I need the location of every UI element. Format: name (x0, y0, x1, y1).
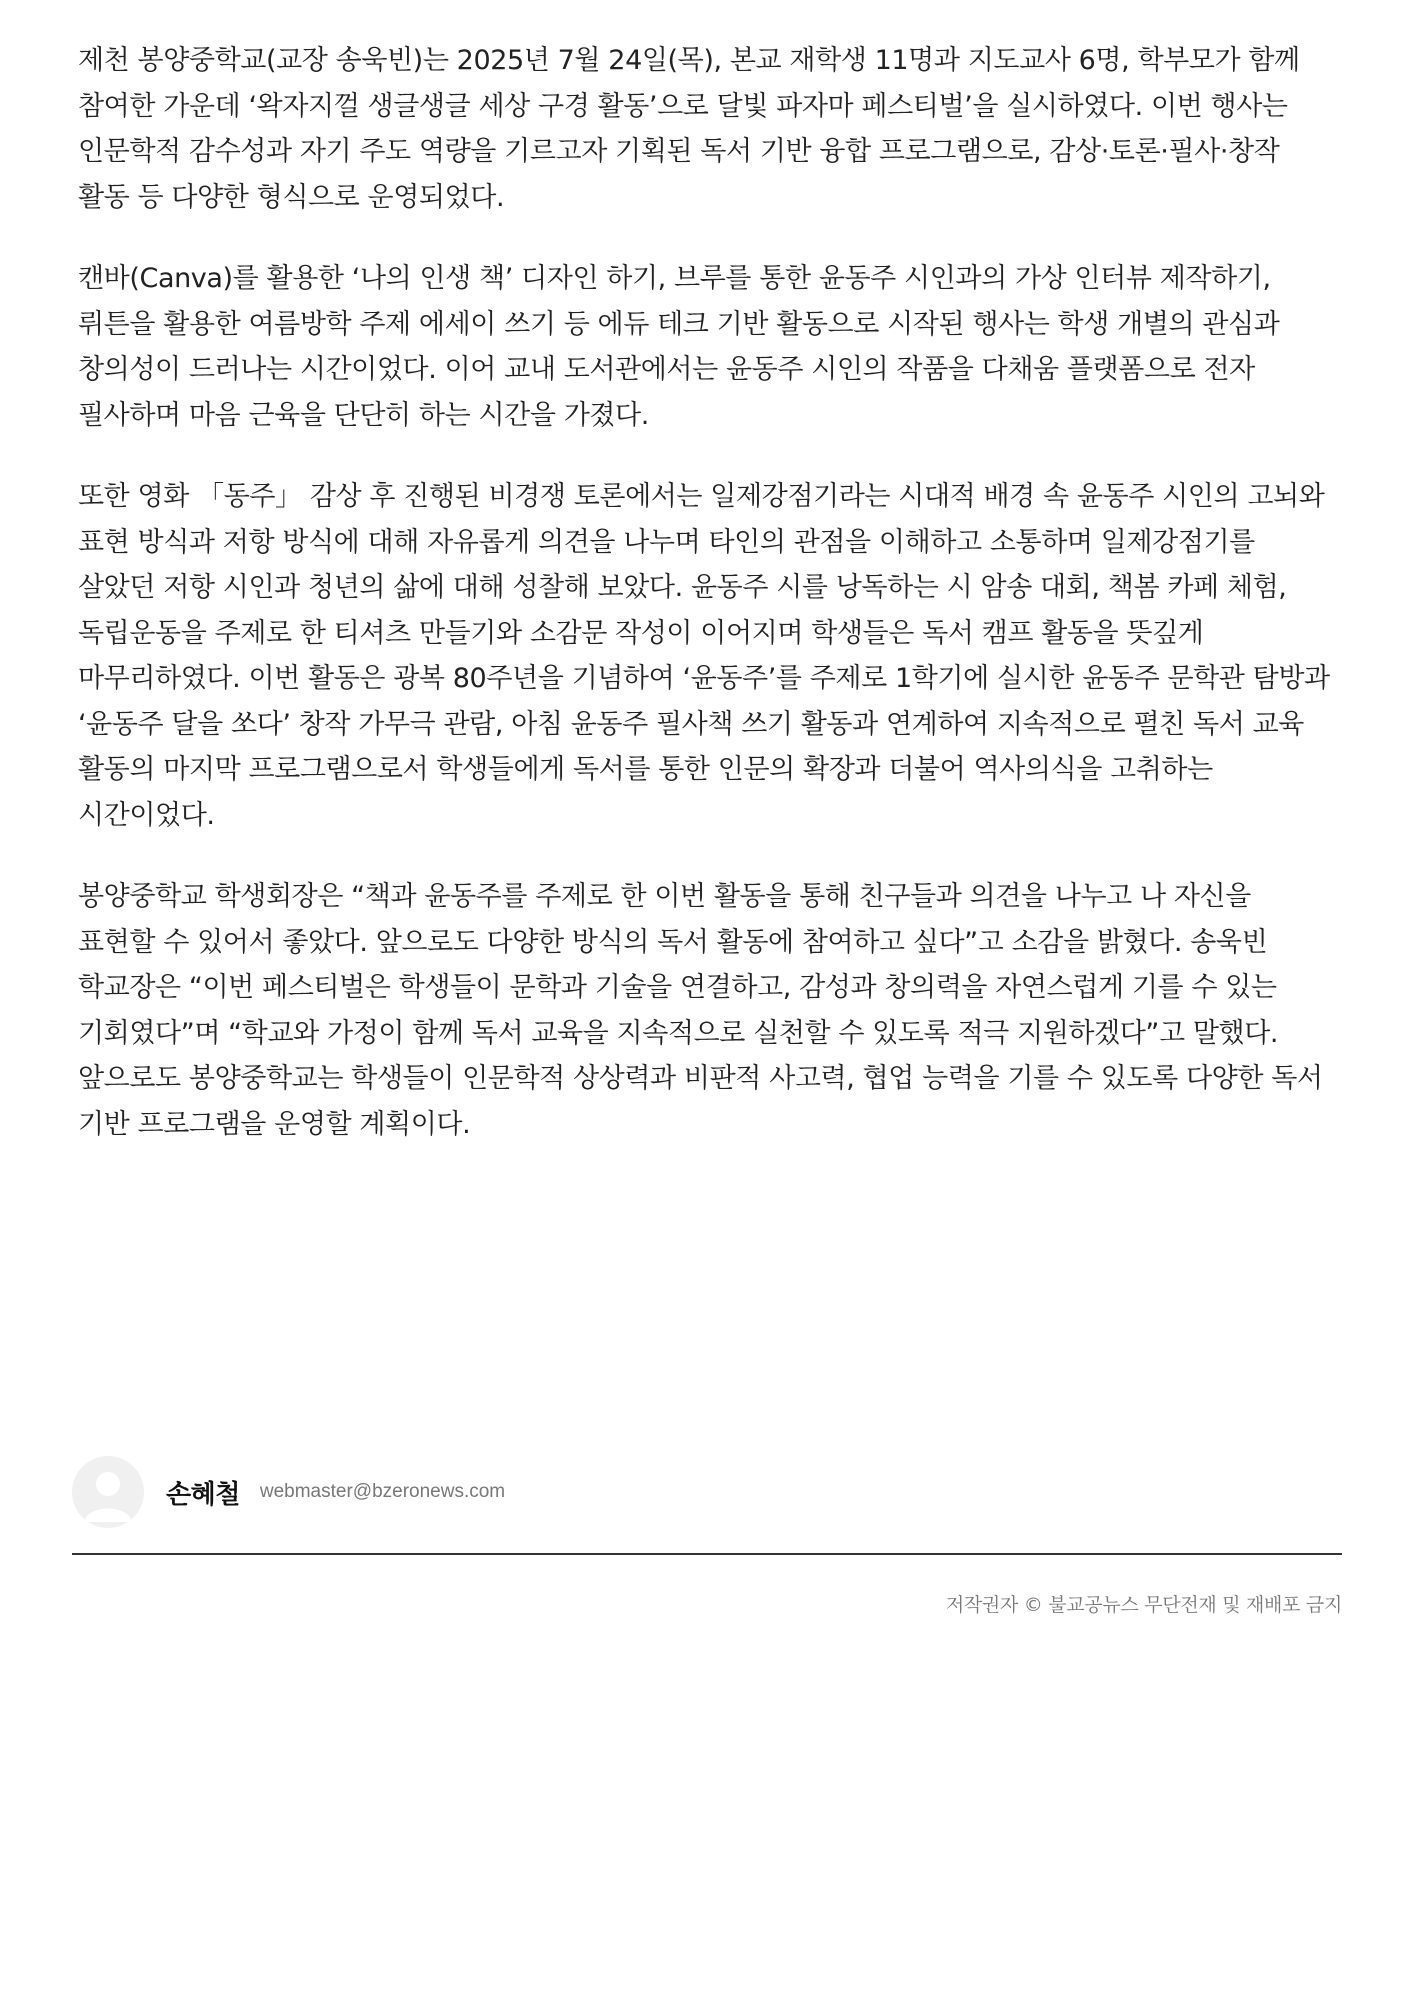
author-box (72, 1452, 1342, 1532)
article-paragraph-4: 봉양중학교 학생회장은 “책과 윤동주를 주제로 한 이번 활동을 통해 친구들과 의견을 나누고 나 자신을 표현할 수 있어서 좋았다. 앞으로도 다양한 방식의 독서 활동에 참여하고 싶다”고 소감을 밝혔다. 송욱빈 학교장은 “이번 페스티벌은 학생들이 문학과 기술을 연결하고, 감성과 창의력을 자연스럽게 기를 수 있는 기회였다”며 “학교와 가정이 함께 독서 교육을 지속적으로 실천할 수 있도록 적극 지원하겠다”고 말했다. 앞으로도 봉양중학교는 학생들이 인문학적 상상력과 비판적 사고력, 협업 능력을 기를 수 있도록 다양한 독서 기반 프로그램을 운영할 계획이다. (78, 881, 1323, 1140)
article-paragraph-2: 캔바(Canva)를 활용한 ‘나의 인생 책’ 디자인 하기, 브루를 통한 윤동주 시인과의 가상 인터뷰 제작하기, 뤼튼을 활용한 여름방학 주제 에세이 쓰기 등 에듀 테크 기반 활동으로 시작된 행사는 학생 개별의 관심과 창의성이 드러나는 시간이었다. 이어 교내 도서관에서는 윤동주 시인의 작품을 다채움 플랫폼으로 전자 필사하며 마음 근육을 단단히 하는 시간을 가졌다. (78, 263, 1280, 431)
article-paragraph-3: 또한 영화 「동주」 감상 후 진행된 비경쟁 토론에서는 일제강점기라는 시대적 배경 속 윤동주 시인의 고뇌와 표현 방식과 저항 방식에 대해 자유롭게 의견을 나누며 타인의 관점을 이해하고 소통하며 일제강점기를 살았던 저항 시인과 청년의 삶에 대해 성찰해 보았다. 윤동주 시를 낭독하는 시 암송 대회, 책봄 카페 체험, 독립운동을 주제로 한 티셔츠 만들기와 소감문 작성이 이어지며 학생들은 독서 캠프 활동을 뜻깊게 마무리하였다. 이번 활동은 광복 80주년을 기념하여 ‘윤동주’를 주제로 1학기에 실시한 윤동주 문학관 탐방과 ‘윤동주 달을 쏘다’ 창작 가무극 관람, 아침 윤동주 필사책 쓰기 활동과 연계하여 지속적으로 펼친 독서 교육 활동의 마지막 프로그램으로서 학생들에게 독서를 통한 인문의 확장과 더불어 역사의식을 고취하는 시간이었다. (78, 481, 1330, 831)
author-name[interactable]: 손혜철 (166, 1479, 240, 1510)
author-email[interactable]: webmaster@bzeronews.com (259, 1481, 506, 1502)
article-body (78, 38, 1336, 1183)
user-avatar-icon (72, 1456, 144, 1528)
copyright-notice: 저작권자 © 불교공뉴스 무단전재 및 재배포 금지 (945, 1594, 1342, 1616)
article-paragraph-1: 제천 봉양중학교(교장 송욱빈)는 2025년 7월 24일(목), 본교 재학생 11명과 지도교사 6명, 학부모가 함께 참여한 가운데 ‘왁자지껄 생글생글 세상 구경 활동’으로 달빛 파자마 페스티벌’을 실시하였다. 이번 행사는 인문학적 감수성과 자기 주도 역량을 기르고자 기획된 독서 기반 융합 프로그램으로, 감상·토론·필사·창작 활동 등 다양한 형식으로 운영되었다. (78, 45, 1300, 213)
footer-divider (72, 1553, 1342, 1555)
